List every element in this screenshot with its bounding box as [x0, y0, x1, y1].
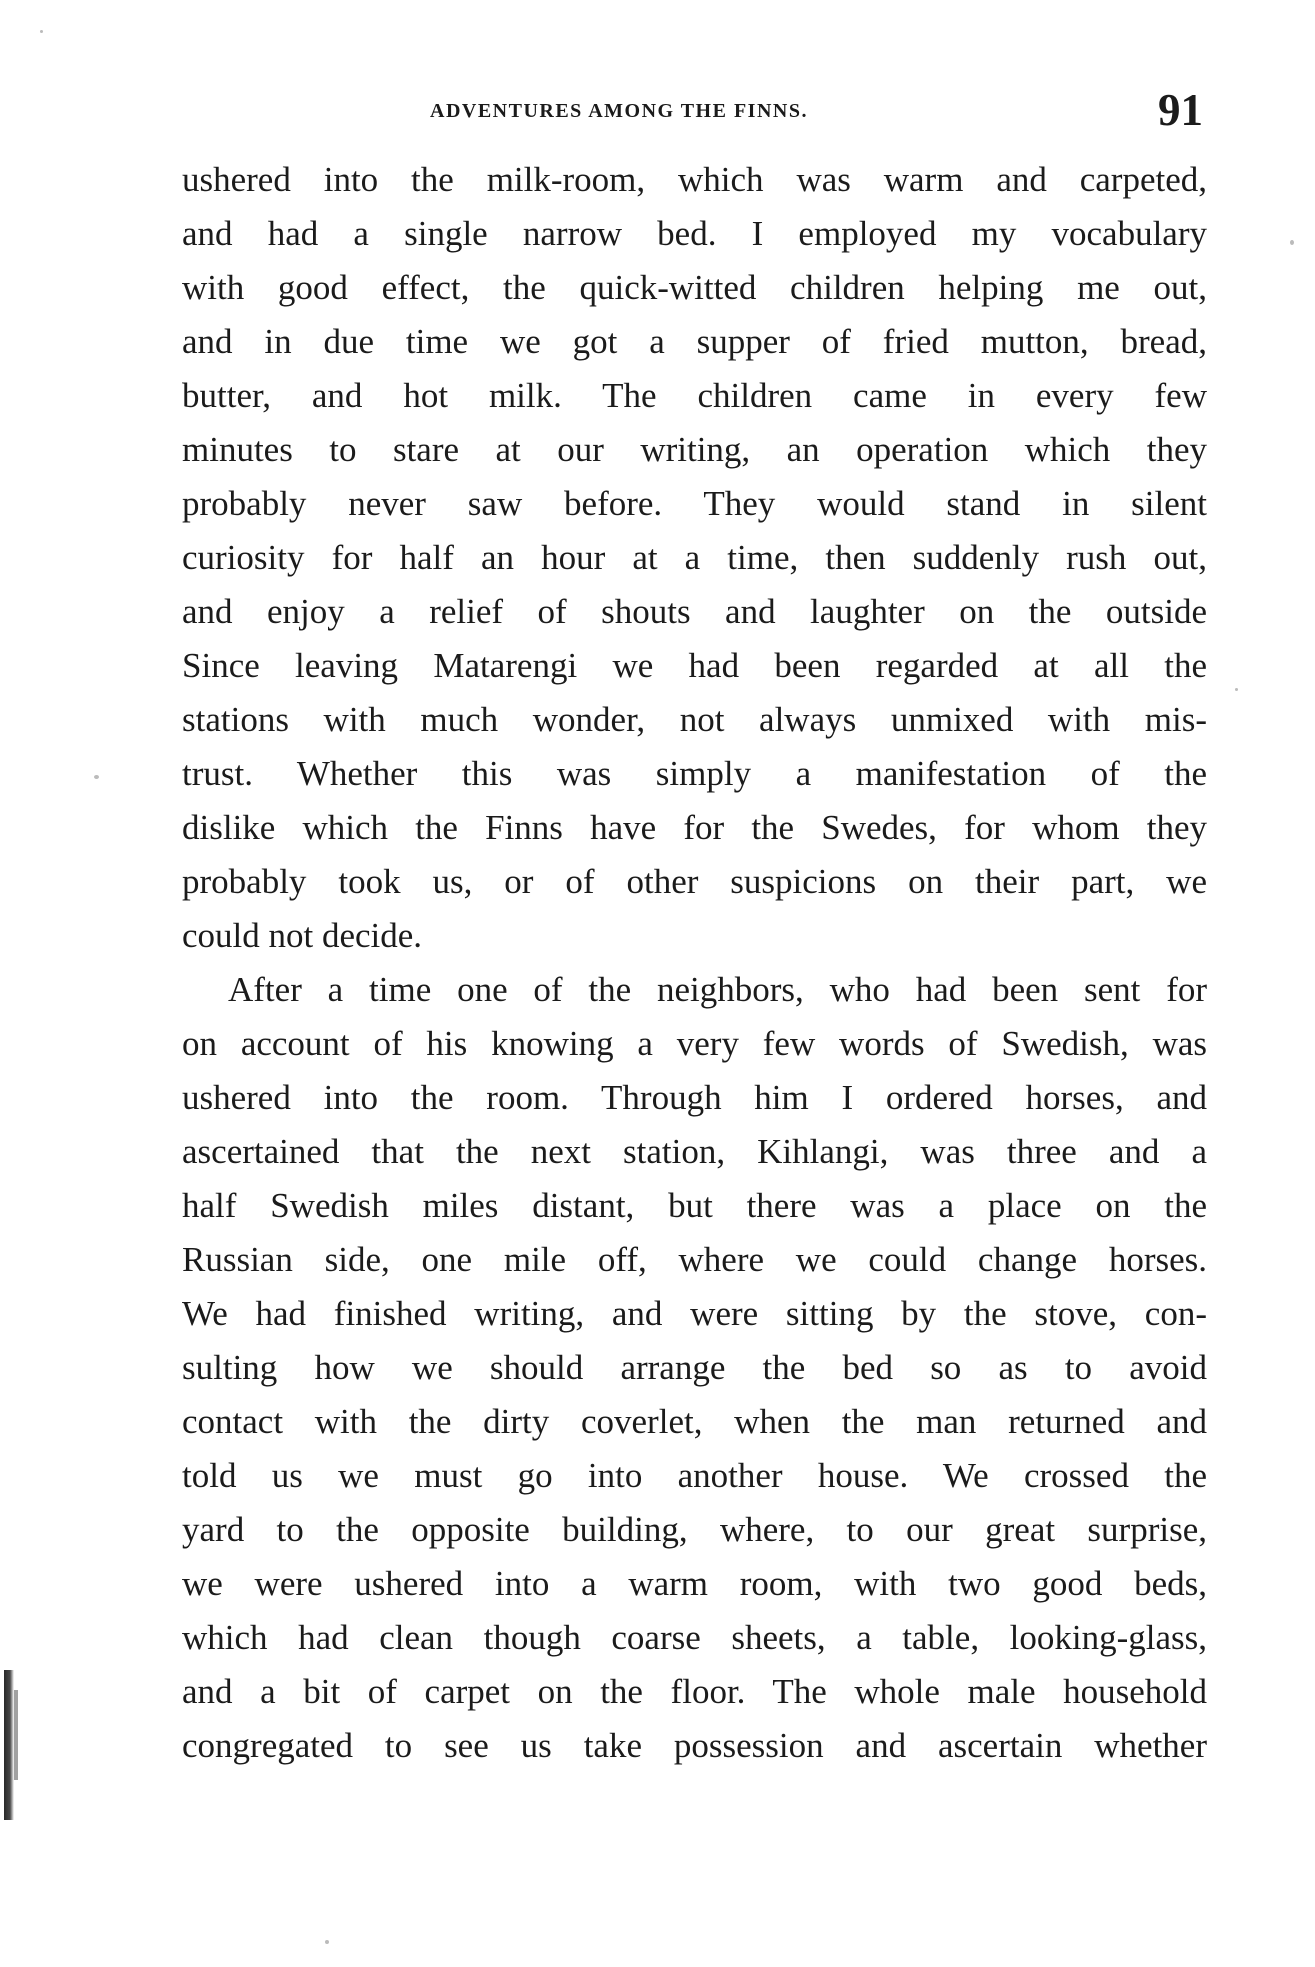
text-line: sulting how we should arrange the bed so as to avoid: [182, 1348, 1207, 1387]
text-line: yard to the opposite building, where, to our great surprise,: [182, 1510, 1207, 1549]
text-line: and in due time we got a supper of fried mutton, bread,: [182, 322, 1207, 361]
text-line: which had clean though coarse sheets, a table, looking-glass,: [182, 1618, 1207, 1657]
text-line: ushered into the room. Through him I ordered horses, and: [182, 1078, 1207, 1117]
binding-edge-shadow: [4, 1670, 14, 1820]
paper-speck: [94, 775, 99, 779]
text-line: and a bit of carpet on the floor. The whole male household: [182, 1672, 1207, 1711]
running-head: [0, 85, 1315, 138]
text-line: probably took us, or of other suspicions on their part, we: [182, 862, 1207, 901]
paragraph-start-line: After a time one of the neighbors, who had been sent for: [228, 970, 1207, 1009]
text-line: minutes to stare at our writing, an operation which they: [182, 430, 1207, 469]
text-line: butter, and hot milk. The children came in every few: [182, 376, 1207, 415]
text-line: dislike which the Finns have for the Swedes, for whom they: [182, 808, 1207, 847]
body-text: [182, 153, 1207, 1773]
text-line: could not decide.: [182, 916, 423, 955]
running-head-title: ADVENTURES AMONG THE FINNS.: [430, 100, 808, 122]
text-line: on account of his knowing a very few words of Swedish, was: [182, 1024, 1207, 1063]
text-line: contact with the dirty coverlet, when the man returned and: [182, 1402, 1207, 1441]
text-line: and had a single narrow bed. I employed my vocabulary: [182, 214, 1207, 253]
text-line: probably never saw before. They would stand in silent: [182, 484, 1207, 523]
text-line: Since leaving Matarengi we had been regarded at all the: [182, 646, 1207, 685]
text-line: we were ushered into a warm room, with two good beds,: [182, 1564, 1207, 1603]
text-line: with good effect, the quick-witted children helping me out,: [182, 268, 1207, 307]
text-line: We had finished writing, and were sitting by the stove, con-: [182, 1294, 1207, 1333]
paper-speck: [40, 30, 43, 33]
page-number: 91: [1158, 85, 1203, 135]
text-line: ushered into the milk-room, which was warm and carpeted,: [182, 160, 1207, 199]
text-line: and enjoy a relief of shouts and laughter on the outside: [182, 592, 1207, 631]
text-line: Russian side, one mile off, where we could change horses.: [182, 1240, 1207, 1279]
paper-speck: [1290, 240, 1294, 245]
text-line: ascertained that the next station, Kihlangi, was three and a: [182, 1132, 1207, 1171]
paper-speck: [325, 1940, 329, 1944]
paper-speck: [1235, 688, 1238, 691]
text-line: half Swedish miles distant, but there was a place on the: [182, 1186, 1207, 1225]
text-line: congregated to see us take possession and ascertain whether: [182, 1726, 1207, 1765]
binding-edge-shadow-inner: [14, 1690, 18, 1780]
text-line: curiosity for half an hour at a time, then suddenly rush out,: [182, 538, 1207, 577]
text-line: stations with much wonder, not always unmixed with mis-: [182, 700, 1207, 739]
text-line: told us we must go into another house. We crossed the: [182, 1456, 1207, 1495]
text-line: trust. Whether this was simply a manifestation of the: [182, 754, 1207, 793]
